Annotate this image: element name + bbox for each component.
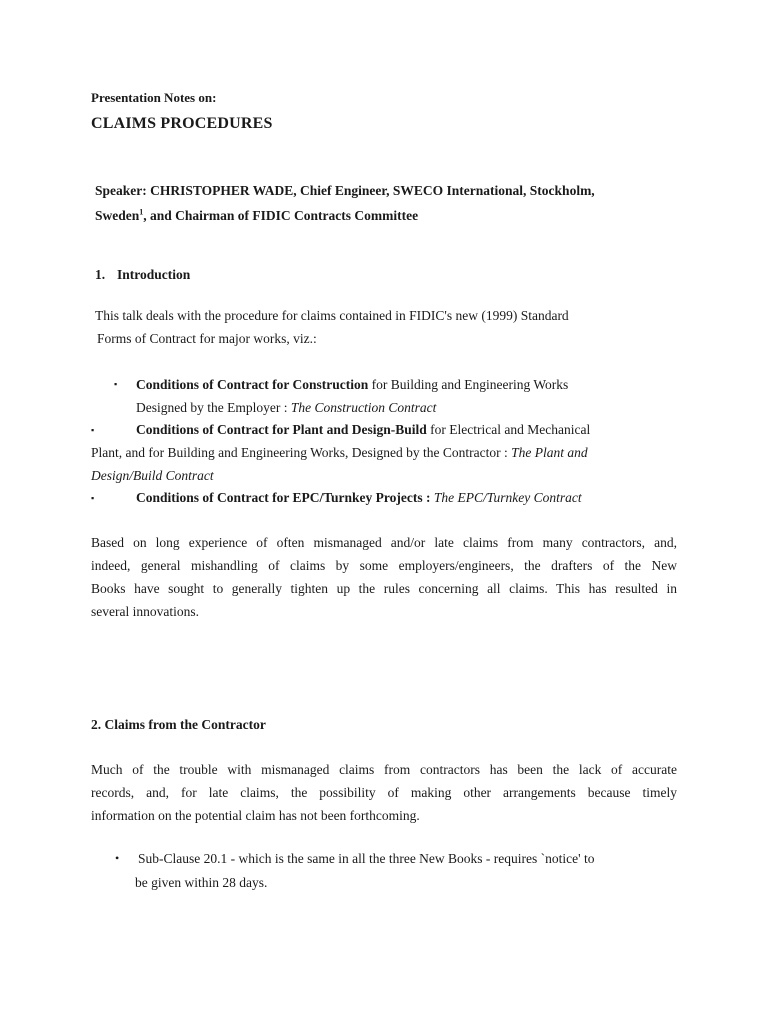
intro-line-1: This talk deals with the procedure for claims contained in FIDIC's new (1999) Standard bbox=[95, 308, 569, 323]
speaker-line-1: Speaker: CHRISTOPHER WADE, Chief Engineer, SWECO International, Stockholm, bbox=[95, 183, 595, 198]
bullet-3-contract-name: Conditions of Contract for EPC/Turnkey Projects : bbox=[136, 490, 434, 505]
round-bullet-icon: • bbox=[115, 851, 120, 865]
square-bullet-icon: ▪ bbox=[114, 379, 118, 389]
paragraph-line: Much of the trouble with mismanaged claims from contractors has been the lack of accurate bbox=[91, 762, 677, 777]
speaker-role: , and Chairman of FIDIC Contracts Committee bbox=[143, 208, 419, 223]
bullet-1-scope: for Building and Engineering Works bbox=[368, 377, 569, 392]
intro-line-2: Forms of Contract for major works, viz.: bbox=[97, 331, 317, 346]
notes-label: Presentation Notes on: bbox=[91, 90, 217, 105]
bullet-2-designer: Plant, and for Building and Engineering Works, Designed by the Contractor : bbox=[91, 445, 512, 460]
bullet-2-scope: for Electrical and Mechanical bbox=[426, 422, 591, 437]
document-title: CLAIMS PROCEDURES bbox=[91, 115, 273, 132]
paragraph-line: records, and, for late claims, the possibility of making other arrangements because timely bbox=[91, 785, 677, 800]
bullet-1-line-1 bbox=[136, 377, 568, 393]
paragraph-line: information on the potential claim has not been forthcoming. bbox=[91, 808, 420, 823]
bullet-2-short-name-part-1: The Plant and bbox=[511, 445, 588, 460]
paragraph-line: indeed, general mishandling of claims by some employers/engineers, the drafters of the New bbox=[91, 558, 677, 573]
bullet-2-line-2 bbox=[91, 445, 588, 461]
bullet-3-short-name: The EPC/Turnkey Contract bbox=[433, 490, 582, 505]
bullet-1-line-2 bbox=[136, 400, 436, 416]
section-2-heading: 2. Claims from the Contractor bbox=[91, 717, 266, 732]
section-1-heading bbox=[95, 267, 190, 283]
bullet-2-line-1 bbox=[136, 422, 590, 438]
footnote-marker[interactable]: 1 bbox=[139, 207, 144, 217]
bullet-3-line-1 bbox=[136, 490, 582, 506]
sub-clause-line-1: Sub-Clause 20.1 - which is the same in all the three New Books - requires `notice' to bbox=[138, 851, 595, 866]
paragraph-line: Books have sought to generally tighten up the rules concerning all claims. This has resulted in bbox=[91, 581, 677, 596]
bullet-1-contract-name: Conditions of Contract for Construction bbox=[136, 377, 369, 392]
square-bullet-icon: ▪ bbox=[91, 493, 95, 503]
bullet-2-short-name-part-2: Design/Build Contract bbox=[91, 468, 214, 483]
speaker-country: Sweden bbox=[95, 208, 140, 223]
bullet-2-contract-name: Conditions of Contract for Plant and Design-Build bbox=[136, 422, 427, 437]
paragraph-line: several innovations. bbox=[91, 604, 199, 619]
bullet-1-designer: Designed by the Employer : bbox=[136, 400, 291, 415]
paragraph-line: Based on long experience of often mismanaged and/or late claims from many contractors, and, bbox=[91, 535, 677, 550]
speaker-line-2 bbox=[95, 208, 418, 224]
section-1-number: 1. bbox=[95, 267, 106, 282]
section-1-title: Introduction bbox=[117, 267, 191, 282]
bullet-1-short-name: The Construction Contract bbox=[290, 400, 437, 415]
square-bullet-icon: ▪ bbox=[91, 425, 95, 435]
background-paragraph bbox=[91, 531, 677, 623]
sub-clause-line-2: be given within 28 days. bbox=[135, 875, 268, 890]
contractor-claims-paragraph bbox=[91, 758, 677, 827]
